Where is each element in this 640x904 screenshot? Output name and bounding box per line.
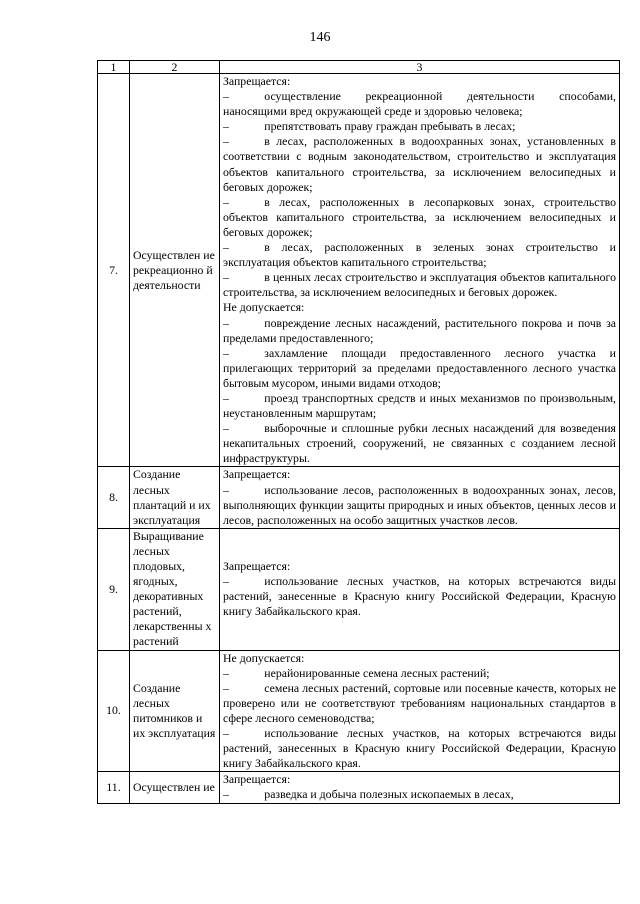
row-number: 9. — [98, 528, 130, 650]
text-line: – в лесах, расположенных в зеленых зонах строительство и эксплуатация объектов капитального строительства; — [223, 240, 616, 270]
activity-name: Осуществлен ие — [130, 772, 220, 803]
table-header-row — [98, 61, 620, 74]
row-number: 8. — [98, 467, 130, 528]
text-line: – в ценных лесах строительство и эксплуатация объектов капитального строительства, за исключением велосипедных и беговых дорожек. — [223, 270, 616, 300]
header-col-2: 2 — [130, 61, 220, 74]
table-row — [98, 528, 620, 650]
restrictions-text — [220, 74, 620, 467]
text-line: – разведка и добыча полезных ископаемых в лесах, — [223, 787, 514, 802]
restrictions-text — [220, 467, 620, 528]
text-line: – использование лесных участков, на которых встречаются виды растений, занесенные в Красную книгу Российской Федерации, Красную книгу Забайкальского края. — [223, 574, 616, 619]
text-line: – использование лесов, расположенных в водоохранных зонах, лесов, выполняющих функции защиты природных и иных объектов, ценных лесов и лесов, расположенных на особо защитных участков лесов. — [223, 482, 616, 527]
restrictions-text — [220, 650, 620, 772]
header-col-1: 1 — [98, 61, 130, 74]
restrictions-text — [220, 772, 620, 803]
text-line: Запрещается: — [223, 467, 291, 482]
activity-name: Создание лесных плантаций и их эксплуатация — [130, 467, 220, 528]
text-line: – в лесах, расположенных в лесопарковых зонах, строительство объектов капитального строительства, за исключением велосипедных и беговых дорожек; — [223, 194, 616, 239]
text-line: Не допускается: — [223, 300, 305, 315]
table-row — [98, 772, 620, 803]
restrictions-table — [97, 60, 620, 804]
row-number: 10. — [98, 650, 130, 772]
table-row — [98, 467, 620, 528]
page-number: 146 — [309, 30, 331, 45]
text-line: – нерайонированные семена лесных растений; — [223, 665, 490, 680]
text-line: Не допускается: — [223, 650, 305, 665]
text-line: Запрещается: — [223, 74, 291, 88]
text-line: – препятствовать праву граждан пребывать в лесах; — [223, 119, 516, 134]
activity-name: Выращивание лесных плодовых, ягодных, декоративных растений, лекарственны х растений — [130, 528, 220, 650]
activity-name: Создание лесных питомников и их эксплуатация — [130, 650, 220, 772]
activity-name: Осуществлен ие рекреационно й деятельности — [130, 74, 220, 467]
text-line: – осуществление рекреационной деятельности способами, наносящими вред окружающей среде и здоровью человека; — [223, 89, 616, 119]
text-line: – захламление площади предоставленного лесного участка и прилегающих территорий за пределами предоставленного лесного участка бытовым мусором, иными видами отходов; — [223, 345, 616, 390]
table-row — [98, 650, 620, 772]
row-number: 11. — [98, 772, 130, 803]
text-line: – в лесах, расположенных в водоохранных зонах, установленных в соответствии с водным законодательством, строительство и эксплуатация объектов капитального строительства, за исключением велосипедных и беговых дорожек; — [223, 134, 616, 194]
text-line: – семена лесных растений, сортовые или посевные качеств, которых не проверено или не соответствуют требованиям национальных стандартов в сфере лесного семеноводства; — [223, 680, 616, 725]
table-row — [98, 74, 620, 467]
text-line: – выборочные и сплошные рубки лесных насаждений для возведения некапитальных строений, сооружений, не связанных с созданием лесной инфраструктуры. — [223, 421, 616, 466]
text-line: – проезд транспортных средств и иных механизмов по произвольным, неустановленным маршрутам; — [223, 390, 616, 421]
text-line: – использование лесных участков, на которых встречаются виды растений, занесенных в Красную книгу Российской Федерации, Красную книгу Забайкальского края. — [223, 726, 616, 771]
row-number: 7. — [98, 74, 130, 467]
header-col-3: 3 — [220, 61, 620, 74]
restrictions-text — [220, 528, 620, 650]
text-line: Запрещается: — [223, 559, 291, 573]
text-line: – повреждение лесных насаждений, растительного покрова и почв за пределами предоставленного; — [223, 315, 616, 345]
text-line: Запрещается: — [223, 772, 291, 787]
